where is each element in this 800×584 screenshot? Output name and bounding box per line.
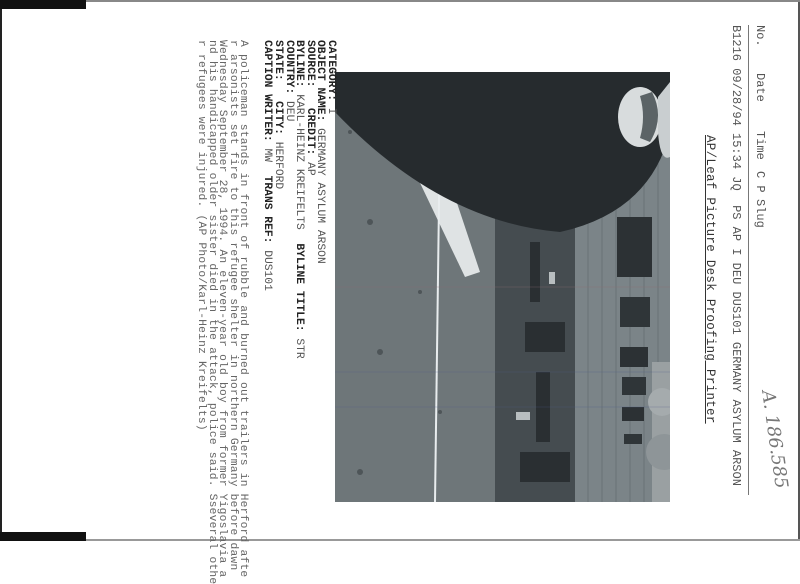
label-byline-title: BYLINE TITLE: [293,243,306,332]
operator-code: JQ [729,176,743,191]
value-trans-ref: DUS101 [261,250,274,291]
label-caption-writer: CAPTION WRITER: [261,40,274,142]
slug-text: GERMANY ASYLUM ARSON [729,341,743,486]
photo-date: 09/28/94 [729,68,743,126]
news-photo [335,72,670,502]
value-caption-writer: MW [261,148,274,163]
column-headers [753,25,767,228]
document-title: AP/Leaf Picture Desk Proofing Printer [703,135,717,424]
header-no: No. [753,25,767,47]
label-source: SOURCE: [303,40,316,88]
header-time: Time [753,131,767,160]
label-object-name: OBJECT NAME: [314,40,327,122]
value-byline-title: STR [293,338,306,359]
photo-time: 15:34 [729,133,743,170]
label-byline: BYLINE: [293,40,306,88]
routing-codes: PS AP I DEU DUS101 [729,205,743,335]
photo-number: B1216 [729,25,743,62]
header-slug: Slug [753,199,767,228]
label-category: CATEGORY: [325,40,337,102]
header-cp: C P [753,171,767,193]
metadata-fields [262,40,336,359]
caption-line: nd his handicapped older sister died in the attack, police said. Sseveral othe [205,40,218,584]
value-city: HERFORD [272,141,285,190]
header-rule [748,25,749,495]
label-credit: CREDIT: [303,107,316,156]
label-state: STATE: [272,40,285,81]
value-country: DEU [282,101,295,122]
caption-line: r refugees were injured. (AP Photo/Karl-Heinz Kreifelts) [195,40,208,431]
value-object-name: GERMANY ASYLUM ARSON [314,128,327,264]
slug-row [729,25,743,486]
caption-line: r arsonists set fire to this refugee shelter in northern Germany before dawn [226,40,239,571]
handwritten-note: A. 186.585 [757,389,792,490]
caption-line: A policeman stands in front of rubble and burned out trailers in Herford afte [237,40,249,578]
header-date: Date [753,73,767,102]
label-country: COUNTRY: [282,40,295,95]
value-credit: AP [303,162,316,176]
value-category: I [325,107,337,115]
caption-line: Wednesday September 28, 1994. An eleven-year old boy from former Yigoslavia a [216,40,229,578]
photo-image [335,72,670,502]
value-byline: KARL-HEINZ KREIFELTS [293,94,306,230]
label-city: CITY: [272,101,285,135]
label-trans-ref: TRANS REF: [261,175,274,244]
photo-caption [196,40,248,584]
